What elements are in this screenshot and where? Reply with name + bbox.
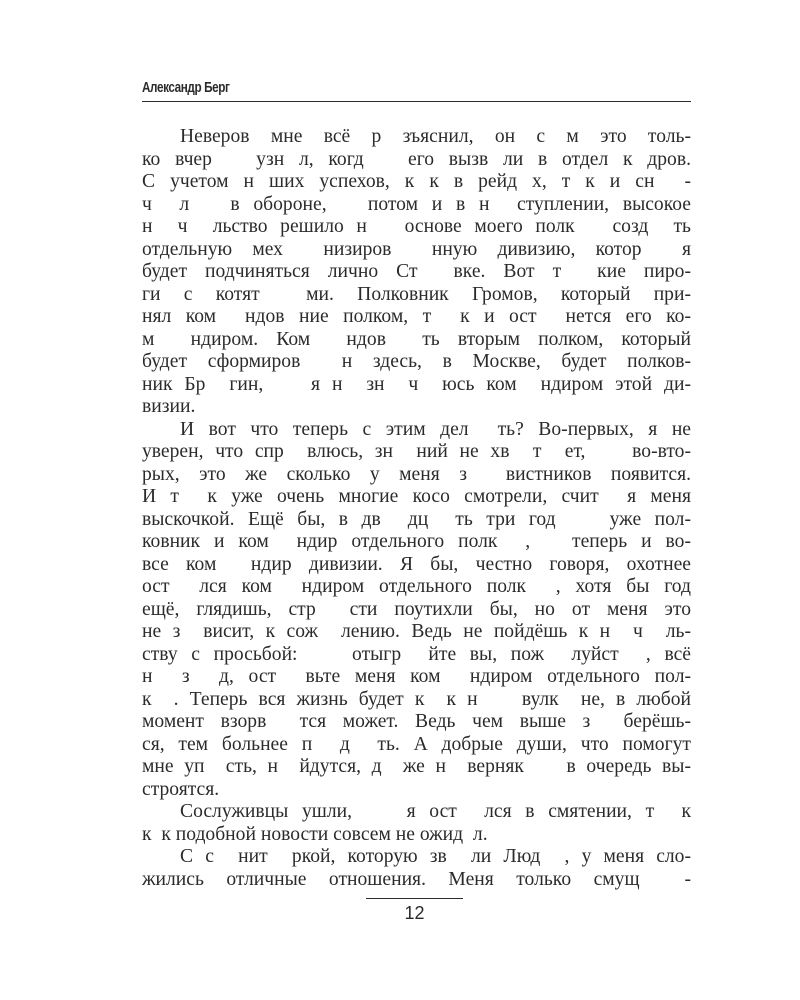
- text-line: м ндиром. Ком ндов ть вторым полком, который: [142, 328, 691, 350]
- text-line: ги с котят ми. Полковник Громов, который при-: [142, 283, 691, 305]
- text-line: ещё, глядишь, стр сти поутихли бы, но от меня это: [142, 598, 691, 620]
- page-number: 12: [404, 903, 425, 923]
- text-line: н з д, ост вьте меня ком ндиром отдельного пол-: [142, 666, 691, 687]
- text-line: жились отличные отношения. Меня только смущ -: [142, 868, 691, 890]
- text-line: визии.: [142, 396, 196, 417]
- text-line: И вот что теперь с этим дел ть? Во-первых, я не: [180, 418, 691, 440]
- text-line: уверен, что спр влюсь, зн ний не хв т ет, во-вто-: [142, 441, 691, 462]
- text-line: ост лся ком ндиром отдельного полк , хотя бы год: [142, 576, 691, 597]
- text-line: С с нит ркой, которую зв ли Люд , у меня сло-: [180, 846, 691, 867]
- running-header-author: Александр Берг: [142, 79, 230, 96]
- text-line: ч л в обороне, потом и в н ступлении, высокое: [142, 193, 691, 215]
- text-line: будет подчиняться лично Ст вке. Вот т кие пиро-: [142, 261, 691, 282]
- text-line: будет сформиров н здесь, в Москве, будет полков-: [142, 351, 691, 372]
- header-divider: [142, 101, 691, 102]
- text-line: И т к уже очень многие косо смотрели, счит я меня: [142, 486, 691, 507]
- body-text: [142, 126, 691, 891]
- text-line: Неверов мне всё р зъяснил, он с м это толь-: [180, 126, 691, 147]
- text-line: все ком ндир дивизии. Я бы, честно говоря, охотнее: [142, 553, 691, 575]
- text-line: ко вчер узн л, когд его вызв ли в отдел к дров.: [142, 148, 691, 170]
- text-line: С учетом н ших успехов, к к в рейд х, т к и сн -: [142, 171, 691, 192]
- text-line: момент взорв тся может. Ведь чем выше з берёшь-: [142, 711, 691, 732]
- text-line: ковник и ком ндир отдельного полк , теперь и во-: [142, 531, 691, 552]
- text-line: не з висит, к сож лению. Ведь не пойдёшь к н ч ль-: [142, 621, 691, 642]
- text-line: к . Теперь вся жизнь будет к к н вулк не, в любой: [142, 688, 691, 710]
- text-line: отдельную мех низиров нную дивизию, котор я: [142, 238, 691, 260]
- text-line: нял ком ндов ние полком, т к и ост нется его ко-: [142, 306, 691, 327]
- text-line: Сослуживцы ушли, я ост лся в смятении, т к: [180, 801, 691, 822]
- text-line: ству с просьбой: отыгр йте вы, пож луйст , всё: [142, 643, 691, 665]
- text-line: н ч льство решило н основе моего полк созд ть: [142, 216, 691, 237]
- text-line: ник Бр гин, я н зн ч юсь ком ндиром этой ди-: [142, 373, 691, 395]
- text-line: к к подобной новости совсем не ожид л.: [142, 823, 488, 845]
- text-line: строятся.: [142, 778, 220, 800]
- text-line: выскочкой. Ещё бы, в дв дц ть три год уже пол-: [142, 508, 691, 530]
- text-line: ся, тем больнее п д ть. А добрые души, что помогут: [142, 733, 691, 755]
- text-line: рых, это же сколько у меня з вистников появится.: [142, 463, 691, 485]
- footer-divider: [366, 898, 463, 899]
- text-line: мне уп сть, н йдутся, д же н верняк в очередь вы-: [142, 756, 691, 777]
